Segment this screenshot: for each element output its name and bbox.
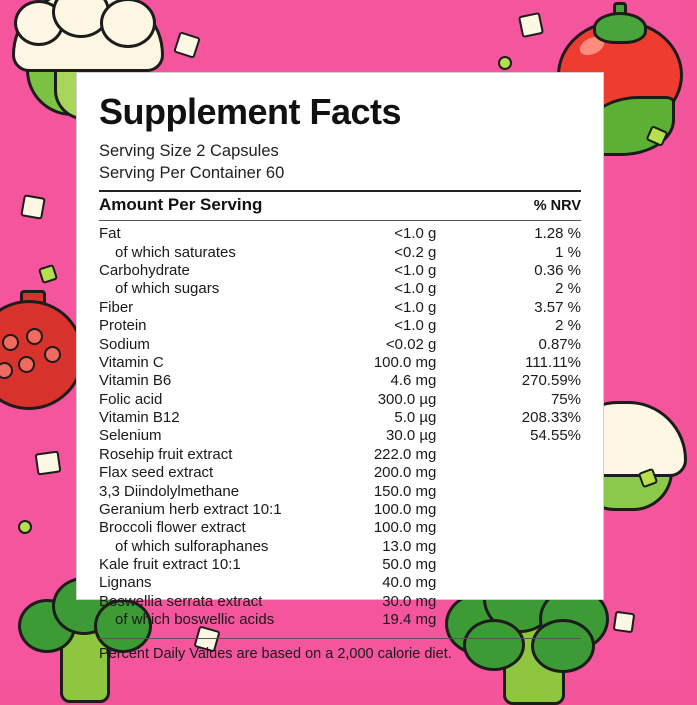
table-row — [99, 611, 581, 629]
servings-per-container-line: Serving Per Container 60 — [99, 163, 285, 182]
nutrient-amount: 300.0 µg — [377, 390, 437, 408]
confetti-bit — [35, 450, 62, 475]
pomegranate-seed — [2, 334, 19, 351]
nutrient-amount: <1.0 g — [394, 317, 437, 335]
nutrient-name: of which sulforaphanes — [115, 537, 269, 555]
nutrient-name: Kale fruit extract 10:1 — [99, 556, 241, 574]
table-row — [99, 574, 581, 592]
table-row — [99, 556, 581, 574]
nrv-header: % NRV — [533, 198, 581, 215]
nutrient-amount: 5.0 µg — [394, 409, 437, 427]
nutrient-amount: 30.0 µg — [386, 427, 437, 445]
confetti-bit — [20, 194, 45, 219]
confetti-bit — [613, 611, 636, 634]
nutrient-nrv — [436, 593, 581, 611]
nutrient-nrv: 2 % — [555, 317, 581, 335]
table-row — [99, 317, 581, 335]
nutrient-name: Lignans — [99, 574, 152, 592]
nutrient-amount: 13.0 mg — [382, 537, 437, 555]
nutrient-name: Flax seed extract — [99, 464, 214, 482]
nutrient-nrv — [436, 519, 581, 537]
nutrient-nrv: 270.59% — [521, 372, 581, 390]
nutrient-amount: <1.0 g — [394, 298, 437, 316]
table-row — [99, 409, 581, 427]
pomegranate-body — [0, 300, 84, 410]
table-row — [99, 280, 581, 298]
nutrient-name: Vitamin C — [99, 353, 164, 371]
nutrient-name: of which saturates — [115, 243, 236, 261]
pomegranate-seed — [26, 328, 43, 345]
nutrient-name: Rosehip fruit extract — [99, 445, 233, 463]
pomegranate-seed — [18, 356, 35, 373]
nutrient-nrv — [436, 483, 581, 501]
nutrient-amount: <1.0 g — [394, 262, 437, 280]
nutrient-name: 3,3 Diindolylmethane — [99, 482, 240, 500]
nutrient-amount: 30.0 mg — [382, 592, 437, 610]
nutrient-amount: 200.0 mg — [373, 464, 437, 482]
table-row — [99, 244, 581, 262]
table-header-row — [99, 192, 581, 217]
nutrient-nrv — [436, 538, 581, 556]
nutrient-nrv: 0.87% — [538, 335, 581, 353]
nutrient-amount: 50.0 mg — [382, 556, 437, 574]
nutrient-nrv: 111.11% — [525, 353, 581, 371]
confetti-bit — [38, 264, 58, 284]
nutrient-name: Vitamin B12 — [99, 409, 180, 427]
confetti-bit — [518, 12, 544, 38]
table-row — [99, 446, 581, 464]
supplement-facts-panel — [76, 72, 604, 662]
nutrient-amount: 40.0 mg — [382, 574, 437, 592]
pomegranate-seed — [44, 346, 61, 363]
nutrient-nrv: 1 % — [555, 243, 581, 261]
nutrient-nrv: 3.57 % — [534, 298, 581, 316]
nutrient-nrv — [436, 464, 581, 482]
nutrient-nrv: 2 % — [555, 280, 581, 298]
table-row — [99, 391, 581, 409]
table-row — [99, 336, 581, 354]
nutrition-table — [99, 225, 581, 629]
nutrient-name: Fiber — [99, 298, 134, 316]
table-row — [99, 464, 581, 482]
nutrient-nrv: 54.55% — [530, 427, 581, 445]
nutrient-amount: 100.0 mg — [373, 500, 437, 518]
nutrient-name: of which boswellic acids — [115, 611, 275, 629]
nutrient-name: Geranium herb extract 10:1 — [99, 500, 282, 518]
nutrient-nrv: 1.28 % — [534, 225, 581, 243]
table-row — [99, 483, 581, 501]
nutrient-nrv — [436, 501, 581, 519]
table-row — [99, 299, 581, 317]
nutrient-amount: 222.0 mg — [373, 445, 437, 463]
nutrient-nrv — [436, 556, 581, 574]
nutrient-nrv — [436, 446, 581, 464]
table-row — [99, 593, 581, 611]
nutrient-name: Sodium — [99, 335, 150, 353]
confetti-bit — [173, 31, 201, 59]
nutrient-name: Carbohydrate — [99, 262, 190, 280]
nutrient-amount: 150.0 mg — [373, 482, 437, 500]
nutrient-nrv: 75% — [550, 390, 581, 408]
nutrition-table-body — [99, 225, 581, 629]
nutrient-nrv: 208.33% — [521, 409, 581, 427]
pomegranate-icon — [0, 300, 84, 410]
nutrient-amount: 100.0 mg — [373, 353, 437, 371]
nutrient-name: Selenium — [99, 427, 162, 445]
nutrient-amount: 100.0 mg — [373, 519, 437, 537]
page-title: Supplement Facts — [99, 91, 402, 132]
serving-size-line: Serving Size 2 Capsules — [99, 141, 279, 160]
table-row — [99, 538, 581, 556]
table-row — [99, 262, 581, 280]
daily-value-footnote: Percent Daily Values are based on a 2,000 calorie diet. — [99, 645, 452, 662]
nutrient-amount: <1.0 g — [394, 225, 437, 243]
nutrient-amount: <0.02 g — [385, 335, 437, 353]
nutrient-amount: <0.2 g — [394, 243, 437, 261]
table-row — [99, 519, 581, 537]
nutrient-name: Vitamin B6 — [99, 372, 172, 390]
nutrient-name: Folic acid — [99, 390, 163, 408]
amount-per-serving-header: Amount Per Serving — [99, 195, 263, 215]
nutrient-name: Broccoli flower extract — [99, 519, 246, 537]
nutrient-nrv — [436, 574, 581, 592]
nutrient-amount: <1.0 g — [394, 280, 437, 298]
nutrient-nrv — [436, 611, 581, 629]
nutrient-name: Fat — [99, 225, 121, 243]
nutrient-nrv: 0.36 % — [534, 262, 581, 280]
nutrient-name: of which sugars — [115, 280, 220, 298]
confetti-bit — [18, 520, 32, 534]
cauliflower-bump — [100, 0, 156, 48]
table-row — [99, 372, 581, 390]
tomato-leaf — [593, 12, 647, 44]
confetti-bit — [498, 56, 512, 70]
nutrient-amount: 19.4 mg — [382, 611, 437, 629]
table-row — [99, 225, 581, 243]
table-row — [99, 501, 581, 519]
divider-thin — [99, 220, 581, 221]
nutrient-name: Boswellia serrata extract — [99, 592, 263, 610]
nutrient-amount: 4.6 mg — [390, 372, 437, 390]
nutrient-name: Protein — [99, 317, 147, 335]
table-row — [99, 427, 581, 445]
table-row — [99, 354, 581, 372]
